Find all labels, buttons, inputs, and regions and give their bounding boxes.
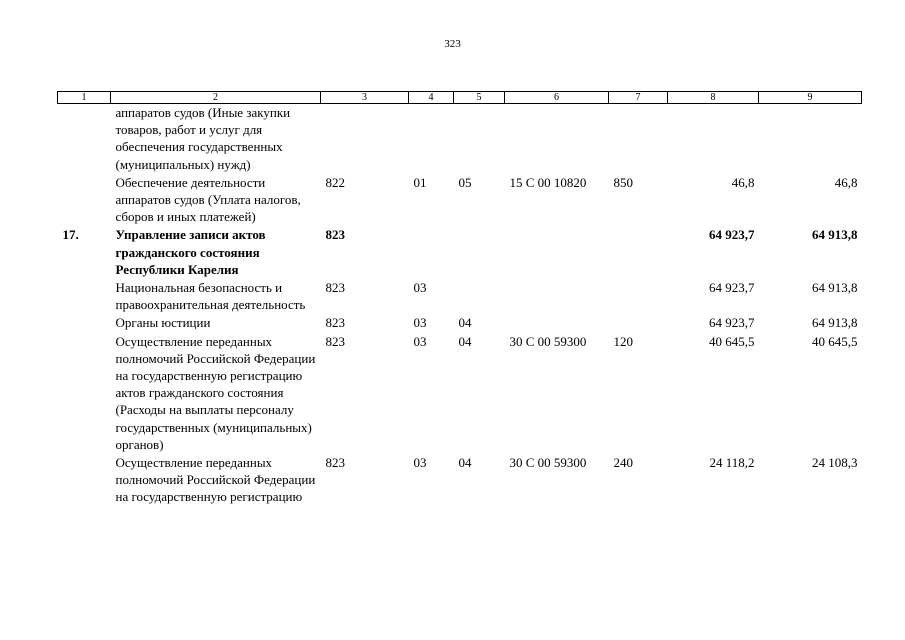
ministry-code: 823 <box>325 315 345 331</box>
expense-type-code <box>609 314 668 332</box>
expense-type-code: 850 <box>613 174 633 190</box>
column-number-header-row <box>58 92 862 104</box>
expense-type-code <box>609 226 668 279</box>
amount-year-2: 64 913,8 <box>812 280 858 296</box>
amount-year-1: 64 923,7 <box>709 280 755 296</box>
amount-year-1: 46,8 <box>731 174 755 190</box>
line-item-name: Осуществление переданных полномочий Российской Федерации на государственную регистрацию актов гражданского состояния (Расходы на выплаты персоналу государственных (муниципальных) органов) <box>115 333 316 452</box>
table-row <box>58 333 862 454</box>
amount-year-1: 40 645,5 <box>709 333 755 349</box>
section-code: 03 <box>413 333 427 349</box>
target-article-code <box>505 279 609 314</box>
table-row <box>58 104 862 174</box>
table-row <box>58 454 862 507</box>
row-number <box>58 174 111 227</box>
table-row <box>58 174 862 227</box>
column-header: 5 <box>454 92 505 104</box>
table-row <box>58 279 862 314</box>
amount-year-2: 64 913,8 <box>812 227 858 243</box>
target-article-code <box>505 314 609 332</box>
row-number <box>58 333 111 454</box>
column-header: 2 <box>111 92 321 104</box>
amount-year-2 <box>759 104 862 174</box>
line-item-name: Управление записи актов гражданского состояния Республики Карелия <box>115 227 266 277</box>
ministry-code: 823 <box>325 333 345 349</box>
ministry-code: 823 <box>325 455 345 471</box>
target-article-code <box>505 226 609 279</box>
section-code: 03 <box>413 280 427 296</box>
subsection-code <box>454 104 505 174</box>
line-item-name: Национальная безопасность и правоохранительная деятельность <box>115 280 306 313</box>
expense-type-code <box>609 279 668 314</box>
amount-year-2: 64 913,8 <box>812 315 858 331</box>
line-item-name: Обеспечение деятельности аппаратов судов (Уплата налогов, сборов и иных платежей) <box>115 174 301 225</box>
target-article-code: 15 С 00 10820 <box>509 174 587 190</box>
page-number: 323 <box>444 38 461 50</box>
column-header: 7 <box>609 92 668 104</box>
column-header: 3 <box>321 92 409 104</box>
column-header: 6 <box>505 92 609 104</box>
section-code <box>409 226 454 279</box>
line-item-name: Осуществление переданных полномочий Российской Федерации на государственную регистрацию <box>115 455 316 505</box>
row-number <box>58 454 111 507</box>
expense-type-code: 120 <box>613 333 633 349</box>
ministry-code: 823 <box>325 227 345 243</box>
subsection-code: 05 <box>458 174 472 190</box>
subsection-code: 04 <box>458 315 472 331</box>
column-header: 1 <box>58 92 111 104</box>
table-row <box>58 314 862 332</box>
amount-year-2: 24 108,3 <box>812 455 858 471</box>
expense-type-code <box>609 104 668 174</box>
subsection-code <box>454 279 505 314</box>
line-item-name: аппаратов судов (Иные закупки товаров, работ и услуг для обеспечения государственных (муниципальных) нужд) <box>115 105 291 172</box>
section-code: 03 <box>413 315 427 331</box>
table-row <box>58 226 862 279</box>
column-header: 8 <box>668 92 759 104</box>
amount-year-2: 46,8 <box>834 174 858 190</box>
amount-year-1: 64 923,7 <box>709 315 755 331</box>
row-number: 17. <box>62 227 79 243</box>
column-header: 9 <box>759 92 862 104</box>
subsection-code <box>454 226 505 279</box>
amount-year-1: 64 923,7 <box>709 227 755 243</box>
expense-type-code: 240 <box>613 455 633 471</box>
line-item-name: Органы юстиции <box>115 315 211 331</box>
ministry-code: 822 <box>325 174 345 190</box>
amount-year-2: 40 645,5 <box>812 333 858 349</box>
target-article-code: 30 С 00 59300 <box>509 455 587 471</box>
row-number <box>58 104 111 174</box>
ministry-code: 823 <box>325 280 345 296</box>
target-article-code <box>505 104 609 174</box>
budget-table <box>57 91 862 507</box>
amount-year-1: 24 118,2 <box>709 455 755 471</box>
section-code <box>409 104 454 174</box>
column-header: 4 <box>409 92 454 104</box>
subsection-code: 04 <box>458 333 472 349</box>
ministry-code <box>321 104 409 174</box>
row-number <box>58 279 111 314</box>
section-code: 03 <box>413 455 427 471</box>
amount-year-1 <box>668 104 759 174</box>
target-article-code: 30 С 00 59300 <box>509 333 587 349</box>
row-number <box>58 314 111 332</box>
subsection-code: 04 <box>458 455 472 471</box>
section-code: 01 <box>413 174 427 190</box>
